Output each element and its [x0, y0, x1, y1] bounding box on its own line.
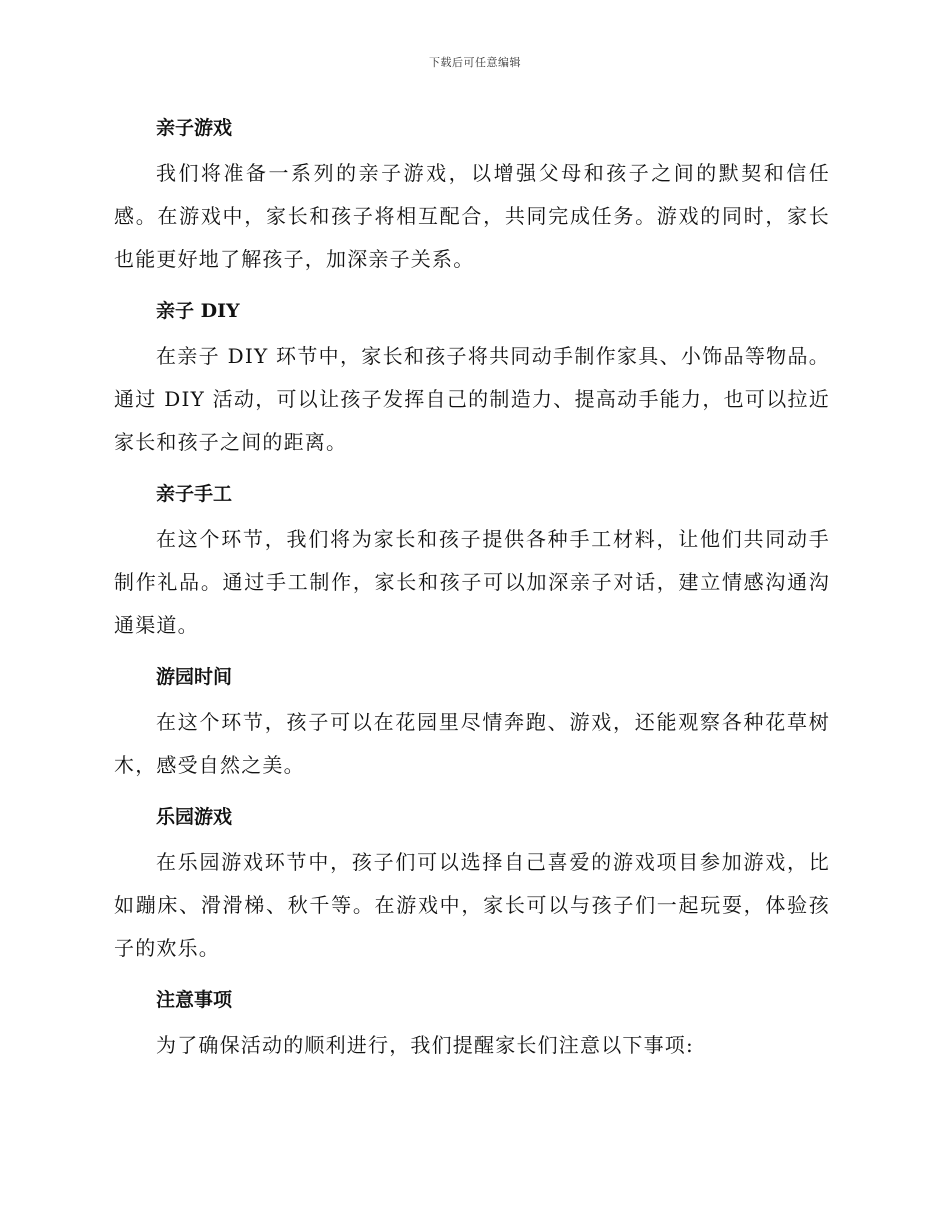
page-header: 下载后可任意编辑	[429, 56, 521, 69]
section-body-diy: 在亲子 DIY 环节中，家长和孩子将共同动手制作家具、小饰品等物品。通过 DIY 活动，可以让孩子发挥自己的制造力、提高动手能力，也可以拉近家长和孩子之间的距离。	[114, 344, 830, 454]
section-title-notes: 注意事项	[156, 989, 233, 1011]
section-title-garden-time: 游园时间	[156, 666, 233, 688]
section-body-handcraft: 在这个环节，我们将为家长和孩子提供各种手工材料，让他们共同动手制作礼品。通过手工制作，家长和孩子可以加深亲子对话，建立情感沟通沟通渠道。	[114, 527, 830, 637]
section-title-parent-child-games: 亲子游戏	[156, 117, 233, 139]
section-title-diy: 亲子 DIY	[156, 300, 240, 322]
section-body-playground-games: 在乐园游戏环节中，孩子们可以选择自己喜爱的游戏项目参加游戏，比如蹦床、滑滑梯、秋千等。在游戏中，家长可以与孩子们一起玩耍，体验孩子的欢乐。	[114, 850, 830, 960]
section-title-handcraft: 亲子手工	[156, 483, 233, 505]
section-body-parent-child-games: 我们将准备一系列的亲子游戏，以增强父母和孩子之间的默契和信任感。在游戏中，家长和孩子将相互配合，共同完成任务。游戏的同时，家长也能更好地了解孩子，加深亲子关系。	[114, 161, 830, 271]
section-body-notes: 为了确保活动的顺利进行，我们提醒家长们注意以下事项:	[156, 1033, 694, 1057]
section-body-garden-time: 在这个环节，孩子可以在花园里尽情奔跑、游戏，还能观察各种花草树木，感受自然之美。	[114, 710, 830, 777]
document-body	[114, 108, 830, 1077]
section-title-playground-games: 乐园游戏	[156, 806, 233, 828]
